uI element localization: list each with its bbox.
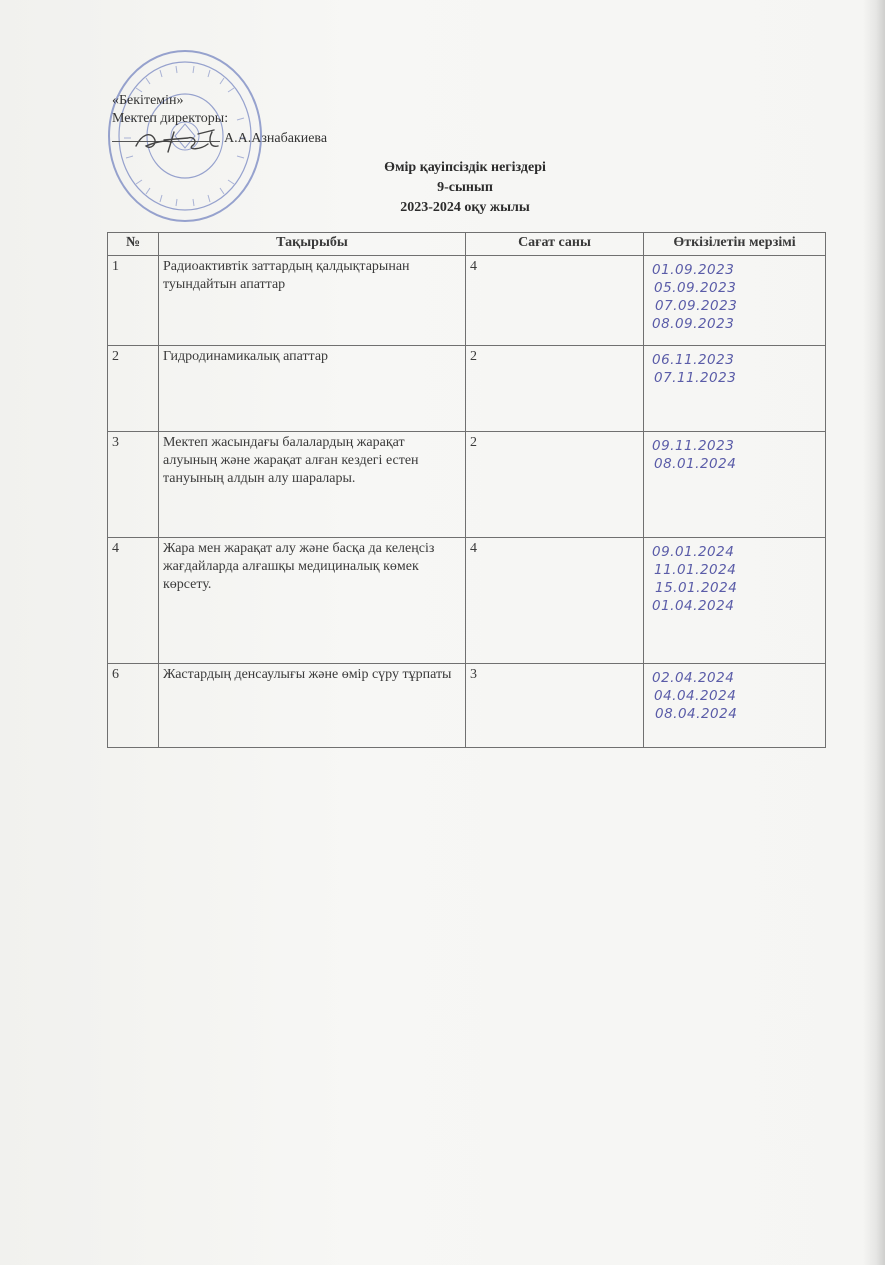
table-row xyxy=(108,256,826,346)
date-entry: 08.09.2023 xyxy=(652,316,735,332)
date-entry: 05.09.2023 xyxy=(654,280,737,296)
table-row xyxy=(108,432,826,538)
row-dates xyxy=(644,432,826,538)
row-topic: Радиоактивтік заттардың қалдықтарынан туындайтын апаттар xyxy=(159,256,466,346)
row-dates xyxy=(644,256,826,346)
date-entry: 11.01.2024 xyxy=(654,562,737,578)
director-name: А.А.Азнабакиева xyxy=(224,131,328,146)
date-entry: 04.04.2024 xyxy=(654,688,737,704)
row-number: 1 xyxy=(108,256,159,346)
row-number: 2 xyxy=(108,346,159,432)
table-row xyxy=(108,664,826,748)
row-topic: Мектеп жасындағы балалардың жарақат алуының және жарақат алған кездегі естен тануының алдын алу шаралары. xyxy=(159,432,466,538)
row-hours: 2 xyxy=(466,346,644,432)
row-hours: 2 xyxy=(466,432,644,538)
header-dates: Өткізілетін мерзімі xyxy=(644,233,826,256)
row-hours: 4 xyxy=(466,538,644,664)
date-entry: 08.04.2024 xyxy=(655,706,738,722)
date-entry: 02.04.2024 xyxy=(652,670,735,686)
table-row xyxy=(108,538,826,664)
row-number: 3 xyxy=(108,432,159,538)
header-hours: Сағат саны xyxy=(466,233,644,256)
date-entry: 09.11.2023 xyxy=(652,438,735,454)
row-topic: Жара мен жарақат алу және басқа да келеңсіз жағдайларда алғашқы медициналық көмек көрсету. xyxy=(159,538,466,664)
approval-block xyxy=(112,92,328,146)
header-topic: Тақырыбы xyxy=(159,233,466,256)
page-edge-shadow xyxy=(863,0,885,1265)
row-number: 4 xyxy=(108,538,159,664)
approve-word: «Бекітемін» xyxy=(112,93,184,108)
date-entry: 01.09.2023 xyxy=(652,262,735,278)
row-hours: 4 xyxy=(466,256,644,346)
date-entry: 07.09.2023 xyxy=(655,298,738,314)
row-number: 6 xyxy=(108,664,159,748)
date-entry: 09.01.2024 xyxy=(652,544,735,560)
date-entry: 06.11.2023 xyxy=(652,352,735,368)
year-title: 2023-2024 оқу жылы xyxy=(400,200,530,215)
lesson-plan-table xyxy=(107,232,826,748)
date-entry: 07.11.2023 xyxy=(654,370,737,386)
row-dates xyxy=(644,538,826,664)
director-label: Мектеп директоры: xyxy=(112,111,229,126)
row-dates xyxy=(644,664,826,748)
date-entry: 01.04.2024 xyxy=(652,598,735,614)
grade-title: 9-сынып xyxy=(437,180,493,195)
date-entry: 08.01.2024 xyxy=(654,456,737,472)
table-row xyxy=(108,346,826,432)
row-hours: 3 xyxy=(466,664,644,748)
row-topic: Гидродинамикалық апаттар xyxy=(159,346,466,432)
date-entry: 15.01.2024 xyxy=(655,580,738,596)
row-topic: Жастардың денсаулығы және өмір сүру тұрпаты xyxy=(159,664,466,748)
table-header-row xyxy=(108,233,826,256)
subject-title: Өмір қауіпсіздік негіздері xyxy=(384,160,546,175)
header-number: № xyxy=(108,233,159,256)
row-dates xyxy=(644,346,826,432)
director-signature xyxy=(128,124,238,158)
document-title xyxy=(240,158,690,218)
